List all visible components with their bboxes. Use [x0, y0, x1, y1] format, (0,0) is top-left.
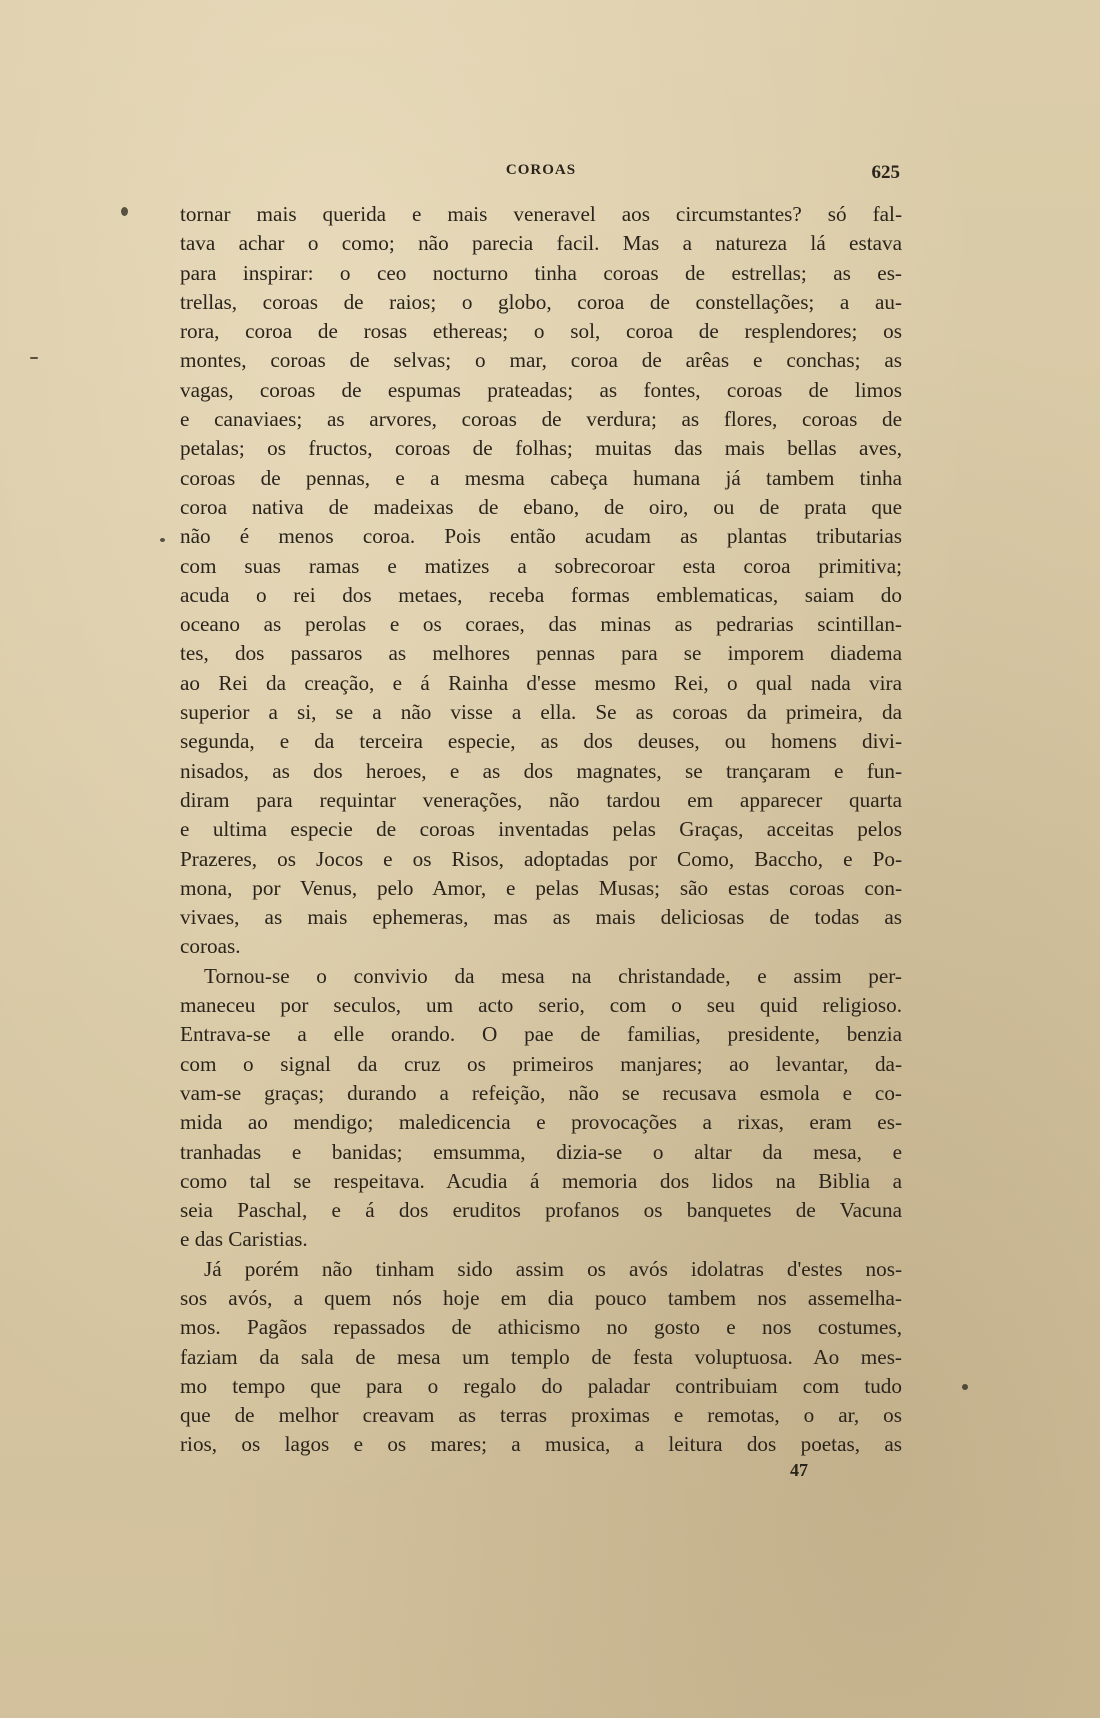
text-line: segunda, e da terceira especie, as dos deuses, ou homens divi-: [180, 729, 902, 754]
text-line: tes, dos passaros as melhores pennas para se imporem diadema: [180, 641, 902, 666]
text-line: faziam da sala de mesa um templo de festa voluptuosa. Ao mes-: [180, 1344, 902, 1369]
text-line: sos avós, a quem nós hoje em dia pouco tambem nos assemelha-: [180, 1285, 902, 1310]
text-line: Prazeres, os Jocos e os Risos, adoptadas por Como, Baccho, e Po-: [180, 846, 902, 871]
text-line: mona, por Venus, pelo Amor, e pelas Musas; são estas coroas con-: [180, 875, 902, 900]
ink-speck: [30, 357, 38, 359]
text-line: trellas, coroas de raios; o globo, coroa de constellações; a au-: [180, 289, 902, 314]
text-line: vivaes, as mais ephemeras, mas as mais deliciosas de todas as: [180, 905, 902, 930]
text-line: mo tempo que para o regalo do paladar contribuiam com tudo: [180, 1373, 902, 1398]
body-text: [180, 200, 902, 1460]
text-line: ao Rei da creação, e á Rainha d'esse mesmo Rei, o qual nada vira: [180, 670, 902, 695]
text-line: vam-se graças; durando a refeição, não se recusava esmola e co-: [180, 1080, 902, 1105]
text-line: tranhadas e banidas; emsumma, dizia-se o altar da mesa, e: [180, 1139, 902, 1164]
running-title: COROAS: [505, 162, 577, 178]
text-line: Tornou-se o convivio da mesa na christandade, e assim per-: [204, 963, 902, 988]
text-line: com o signal da cruz os primeiros manjares; ao levantar, da-: [180, 1051, 902, 1076]
page-number: 625: [871, 162, 900, 183]
text-line: mida ao mendigo; maledicencia e provocações a rixas, eram es-: [180, 1110, 902, 1135]
text-line: e das Caristias.: [180, 1227, 308, 1252]
text-line: e canaviaes; as arvores, coroas de verdura; as flores, coroas de: [180, 407, 902, 432]
ink-speck: [160, 538, 165, 542]
text-line: coroas de pennas, e a mesma cabeça humana já tambem tinha: [180, 465, 902, 490]
signature-mark: 47: [790, 1460, 808, 1480]
text-line: não é menos coroa. Pois então acudam as plantas tributarias: [180, 524, 902, 549]
paragraph-3: [180, 1255, 902, 1460]
ink-speck: [121, 207, 128, 216]
text-line: como tal se respeitava. Acudia á memoria dos lidos na Biblia a: [180, 1168, 902, 1193]
text-line: diram para requintar venerações, não tardou em apparecer quarta: [180, 787, 902, 812]
text-line: coroas.: [180, 934, 241, 959]
text-line: rios, os lagos e os mares; a musica, a leitura dos poetas, as: [180, 1432, 902, 1457]
text-line: rora, coroa de rosas ethereas; o sol, coroa de resplendores; os: [180, 319, 902, 344]
text-line: nisados, as dos heroes, e as dos magnates, se trançaram e fun-: [180, 758, 902, 783]
paragraph-2: [180, 962, 902, 1255]
text-line: seia Paschal, e á dos eruditos profanos os banquetes de Vacuna: [180, 1198, 902, 1223]
text-line: vagas, coroas de espumas prateadas; as fontes, coroas de limos: [180, 377, 902, 402]
text-line: acuda o rei dos metaes, receba formas emblematicas, saiam do: [180, 582, 902, 607]
text-line: montes, coroas de selvas; o mar, coroa de arêas e conchas; as: [180, 348, 902, 373]
text-line: com suas ramas e matizes a sobrecoroar esta coroa primitiva;: [180, 553, 902, 578]
text-line: e ultima especie de coroas inventadas pelas Graças, acceitas pelos: [180, 817, 902, 842]
text-line: maneceu por seculos, um acto serio, com o seu quid religioso.: [180, 993, 902, 1018]
text-line: coroa nativa de madeixas de ebano, de oiro, ou de prata que: [180, 494, 902, 519]
text-line: para inspirar: o ceo nocturno tinha coroas de estrellas; as es-: [180, 260, 902, 285]
paragraph-1: [180, 200, 902, 962]
ink-speck: [962, 1384, 968, 1390]
text-line: tava achar o como; não parecia facil. Mas a natureza lá estava: [180, 231, 902, 256]
text-line: petalas; os fructos, coroas de folhas; muitas das mais bellas aves,: [180, 436, 902, 461]
text-line: superior a si, se a não visse a ella. Se as coroas da primeira, da: [180, 700, 902, 725]
text-line: que de melhor creavam as terras proximas e remotas, o ar, os: [180, 1403, 902, 1428]
text-line: oceano as perolas e os coraes, das minas as pedrarias scintillan-: [180, 612, 902, 637]
text-line: Já porém não tinham sido assim os avós idolatras d'estes nos-: [204, 1256, 902, 1281]
text-line: tornar mais querida e mais veneravel aos circumstantes? só fal-: [180, 202, 902, 226]
text-line: Entrava-se a elle orando. O pae de familias, presidente, benzia: [180, 1022, 902, 1047]
page-header: [182, 162, 900, 186]
text-line: mos. Pagãos repassados de athicismo no gosto e nos costumes,: [180, 1315, 902, 1340]
